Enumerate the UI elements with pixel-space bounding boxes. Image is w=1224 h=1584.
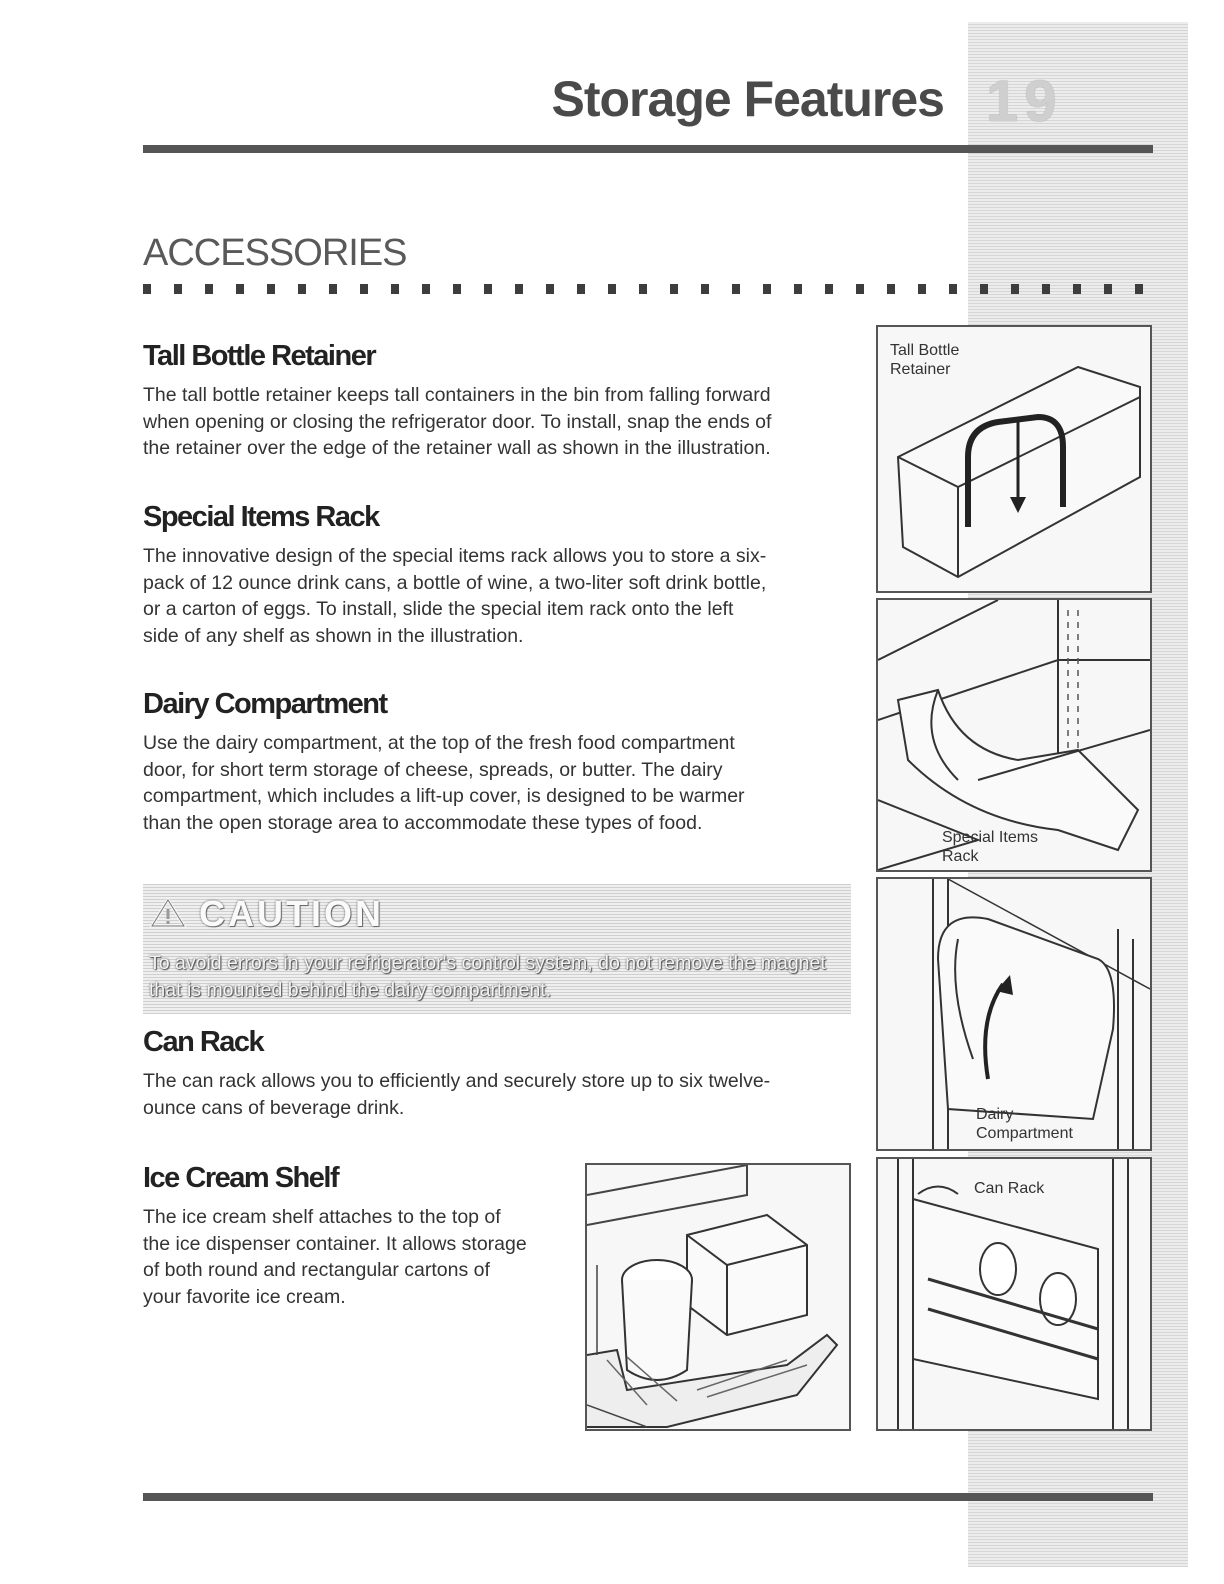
can-rack-line: The can rack allows you to efficiently and securely store up to six twelve- (143, 1070, 771, 1092)
page-number: 19 (986, 69, 1063, 134)
ice-cream-line: The ice cream shelf attaches to the top of (143, 1206, 501, 1228)
caution-line: To avoid errors in your refrigerator's control system, do not remove the magnet (149, 952, 826, 974)
ice-cream-heading: Ice Cream Shelf (143, 1162, 339, 1194)
ice-cream-shelf-illustration (585, 1163, 851, 1431)
page-title: Storage Features (551, 71, 944, 127)
special-items-label: Special Items (942, 829, 1039, 846)
dairy-line: than the open storage area to accommodate these types of food. (143, 811, 703, 834)
tall-bottle-section (143, 340, 863, 462)
tall-bottle-line: The tall bottle retainer keeps tall containers in the bin from falling forward (143, 384, 771, 406)
can-rack-illustration (876, 1157, 1152, 1431)
tall-bottle-heading: Tall Bottle Retainer (143, 340, 376, 372)
special-items-heading: Special Items Rack (143, 501, 379, 533)
dairy-line: compartment, which includes a lift-up cover, is designed to be warmer (143, 785, 745, 807)
ice-cream-line: of both round and rectangular cartons of (143, 1259, 490, 1281)
header-rule (143, 145, 1153, 153)
dairy-heading: Dairy Compartment (143, 688, 387, 720)
warning-triangle-icon (150, 898, 186, 928)
special-items-line: The innovative design of the special items rack allows you to store a six- (143, 545, 767, 567)
caution-heading (150, 893, 384, 935)
dairy-label: Dairy (976, 1106, 1014, 1123)
special-items-label: Rack (942, 848, 979, 865)
footer-rule (143, 1493, 1153, 1501)
dotted-divider (143, 284, 1153, 294)
can-rack-drawing (878, 1159, 1150, 1429)
caution-text (149, 950, 849, 1004)
tall-bottle-label: Retainer (890, 361, 951, 378)
ice-cream-line: the ice dispenser container. It allows storage (143, 1232, 527, 1255)
can-rack-section (143, 1026, 863, 1121)
tall-bottle-line: when opening or closing the refrigerator door. To install, snap the ends of (143, 410, 772, 433)
can-rack-heading: Can Rack (143, 1026, 264, 1058)
special-items-line: pack of 12 ounce drink cans, a bottle of wine, a two-liter soft drink bottle, (143, 571, 767, 594)
tall-bottle-label: Tall Bottle (890, 342, 960, 359)
caution-line: that is mounted behind the dairy compartment. (149, 979, 552, 1001)
can-rack-line: ounce cans of beverage drink. (143, 1096, 405, 1119)
dairy-line: door, for short term storage of cheese, spreads, or butter. The dairy (143, 758, 723, 781)
ice-cream-section (143, 1162, 583, 1310)
caution-label: CAUTION (199, 893, 385, 934)
section-title: ACCESSORIES (143, 232, 407, 274)
special-items-section (143, 501, 863, 649)
tall-bottle-retainer-illustration (876, 325, 1152, 593)
dairy-section (143, 688, 863, 836)
ice-cream-shelf-drawing (587, 1165, 849, 1429)
special-items-line: or a carton of eggs. To install, slide the special item rack onto the left (143, 598, 734, 620)
dairy-compartment-illustration (876, 877, 1152, 1151)
dairy-line: Use the dairy compartment, at the top of the fresh food compartment (143, 732, 735, 754)
dairy-label: Compartment (976, 1125, 1073, 1142)
special-items-rack-illustration (876, 598, 1152, 872)
special-items-line: side of any shelf as shown in the illustration. (143, 624, 524, 647)
tall-bottle-line: the retainer over the edge of the retainer wall as shown in the illustration. (143, 437, 771, 459)
ice-cream-line: your favorite ice cream. (143, 1285, 346, 1308)
can-rack-label: Can Rack (974, 1180, 1045, 1197)
